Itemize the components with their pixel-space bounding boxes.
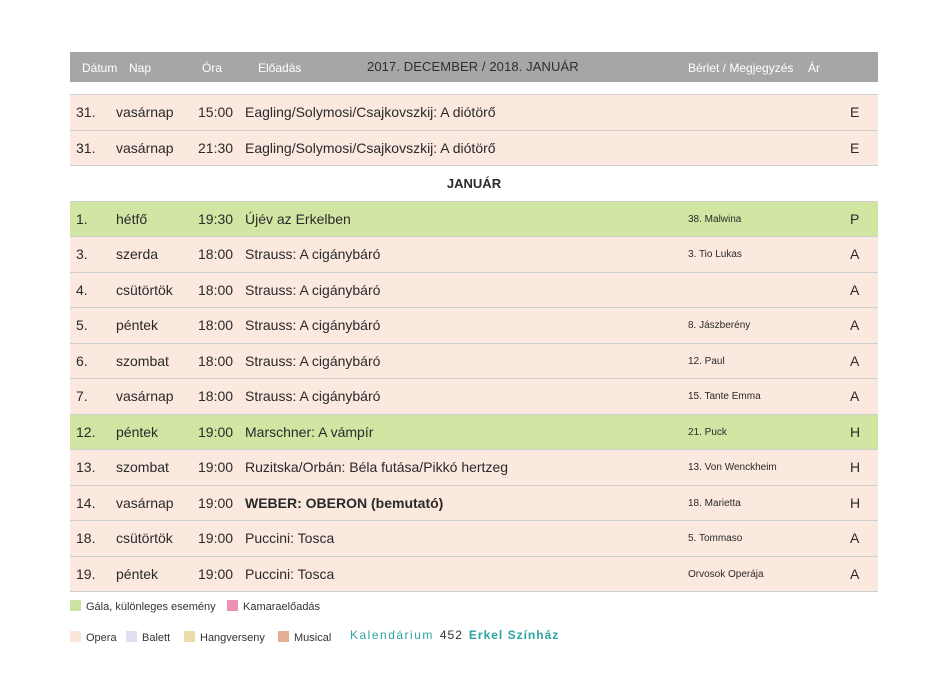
legend-label-hangverseny: Hangverseny: [200, 632, 265, 644]
cell-note: Orvosok Operája: [688, 568, 764, 580]
cell-show: Strauss: A cigánybáró: [245, 281, 381, 298]
table-row: [70, 486, 878, 522]
cell-date: 5.: [76, 317, 88, 333]
cell-price: H: [850, 423, 861, 440]
cell-price: A: [850, 565, 860, 582]
cell-time: 19:30: [198, 210, 234, 227]
legend-swatch-balett: [126, 631, 137, 642]
cell-day: szerda: [116, 246, 159, 262]
footer-brand-name: Erkel Színház: [468, 628, 560, 642]
legend-swatch-hangverseny: [184, 631, 195, 642]
schedule-table: [70, 52, 878, 592]
month-divider: [70, 166, 878, 202]
cell-note: 3. Tio Lukas: [688, 249, 742, 260]
legend-gala: [70, 600, 216, 613]
cell-note: 13. Von Wenckheim: [688, 462, 777, 473]
cell-show: Eagling/Solymosi/Csajkovszkij: A diótörő: [245, 104, 496, 120]
header-gap: [70, 82, 878, 95]
page-number: 452: [439, 628, 463, 642]
cell-day: péntek: [116, 317, 159, 333]
cell-price: A: [850, 317, 860, 333]
header-day: Nap: [129, 61, 152, 75]
header-date: Dátum: [82, 61, 118, 75]
header-time: Óra: [202, 61, 223, 75]
cell-show: Strauss: A cigánybáró: [245, 352, 381, 369]
table-row: [70, 415, 878, 451]
table-row: [70, 202, 878, 238]
table-row: [70, 308, 878, 344]
cell-time: 18:00: [198, 281, 234, 298]
cell-date: 14.: [76, 494, 96, 511]
cell-date: 19.: [76, 565, 96, 582]
legend-label-opera: Opera: [86, 632, 117, 644]
legend-hangverseny: [184, 631, 265, 644]
legend-opera: [70, 631, 117, 644]
cell-show: Marschner: A vámpír: [245, 423, 374, 440]
cell-date: 12.: [76, 423, 96, 440]
cell-price: H: [850, 459, 861, 475]
january-rows: [70, 202, 878, 593]
cell-show: Strauss: A cigánybáró: [245, 317, 381, 333]
legend-swatch-opera: [70, 631, 81, 642]
cell-note: 12. Paul: [688, 355, 725, 367]
cell-note: 18. Marietta: [688, 497, 741, 509]
cell-time: 15:00: [198, 104, 234, 120]
cell-show: WEBER: OBERON (bemutató): [245, 494, 444, 511]
legend-balett: [126, 631, 170, 644]
cell-day: péntek: [116, 565, 159, 582]
cell-time: 18:00: [198, 317, 234, 333]
cell-date: 6.: [76, 352, 88, 369]
cell-note: 21. Puck: [688, 426, 727, 438]
legend-kamara: [227, 600, 320, 613]
cell-show: Puccini: Tosca: [245, 565, 335, 582]
cell-date: 31.: [76, 139, 96, 156]
cell-time: 19:00: [198, 565, 234, 582]
footer-kalendarium: Kalendárium: [350, 628, 434, 642]
cell-note: 38. Malwina: [688, 213, 742, 225]
cell-time: 18:00: [198, 352, 234, 369]
cell-time: 19:00: [198, 494, 234, 511]
header-note: Bérlet / Megjegyzés: [688, 61, 794, 75]
cell-show: Strauss: A cigánybáró: [245, 388, 381, 404]
cell-show: Strauss: A cigánybáró: [245, 246, 381, 262]
table-header: [70, 52, 878, 82]
cell-date: 4.: [76, 281, 88, 298]
header-price: Ár: [808, 61, 820, 75]
cell-day: csütörtök: [116, 530, 173, 546]
table-row: [70, 450, 878, 486]
cell-day: vasárnap: [116, 139, 174, 156]
cell-date: 3.: [76, 246, 88, 262]
cell-day: vasárnap: [116, 388, 174, 404]
cell-price: A: [850, 352, 860, 369]
table-row: [70, 521, 878, 557]
cell-time: 21:30: [198, 139, 234, 156]
cell-time: 19:00: [198, 423, 234, 440]
table-row: [70, 557, 878, 593]
table-row: [70, 379, 878, 415]
cell-day: szombat: [116, 352, 169, 369]
cell-day: hétfő: [116, 210, 148, 227]
table-row: [70, 273, 878, 309]
cell-day: vasárnap: [116, 104, 174, 120]
cell-price: A: [850, 246, 860, 262]
legend-musical: [278, 631, 331, 644]
legend-swatch-musical: [278, 631, 289, 642]
legend-label-balett: Balett: [142, 632, 171, 644]
cell-day: péntek: [116, 423, 159, 440]
cell-price: A: [850, 281, 860, 298]
page-footer: [350, 628, 559, 642]
cell-time: 18:00: [198, 246, 234, 262]
table-row: [70, 237, 878, 273]
cell-price: A: [850, 388, 860, 404]
cell-show: Újév az Erkelben: [245, 210, 351, 227]
cell-show: Puccini: Tosca: [245, 530, 335, 546]
cell-price: H: [850, 494, 861, 511]
december-rows: [70, 95, 878, 166]
cell-date: 31.: [76, 104, 96, 120]
cell-note: 8. Jászberény: [688, 320, 751, 331]
table-row: [70, 95, 878, 131]
cell-date: 18.: [76, 530, 96, 546]
legend-label-musical: Musical: [294, 632, 332, 644]
legend-swatch-gala: [70, 600, 81, 611]
table-row: [70, 344, 878, 380]
cell-time: 19:00: [198, 530, 234, 546]
cell-note: 5. Tommaso: [688, 533, 743, 544]
cell-note: 15. Tante Emma: [688, 391, 761, 402]
cell-date: 1.: [76, 210, 88, 227]
cell-price: E: [850, 104, 860, 120]
legend-label-gala: Gála, különleges esemény: [86, 601, 216, 613]
cell-time: 18:00: [198, 388, 234, 404]
cell-day: csütörtök: [116, 281, 173, 298]
cell-day: vasárnap: [116, 494, 174, 511]
cell-time: 19:00: [198, 459, 234, 475]
cell-show: Eagling/Solymosi/Csajkovszkij: A diótörő: [245, 139, 496, 156]
cell-date: 7.: [76, 388, 88, 404]
legend-swatch-kamara: [227, 600, 238, 611]
cell-price: A: [850, 530, 860, 546]
cell-date: 13.: [76, 459, 96, 475]
month-label: JANUÁR: [446, 176, 502, 191]
cell-day: szombat: [116, 459, 169, 475]
cell-price: E: [850, 139, 860, 156]
header-show: Előadás: [258, 61, 302, 75]
page-title: 2017. DECEMBER / 2018. JANUÁR: [367, 59, 579, 74]
legend-label-kamara: Kamaraelőadás: [243, 601, 321, 613]
cell-show: Ruzitska/Orbán: Béla futása/Pikkó hertzeg: [245, 459, 509, 475]
cell-price: P: [850, 210, 860, 227]
table-row: [70, 131, 878, 167]
